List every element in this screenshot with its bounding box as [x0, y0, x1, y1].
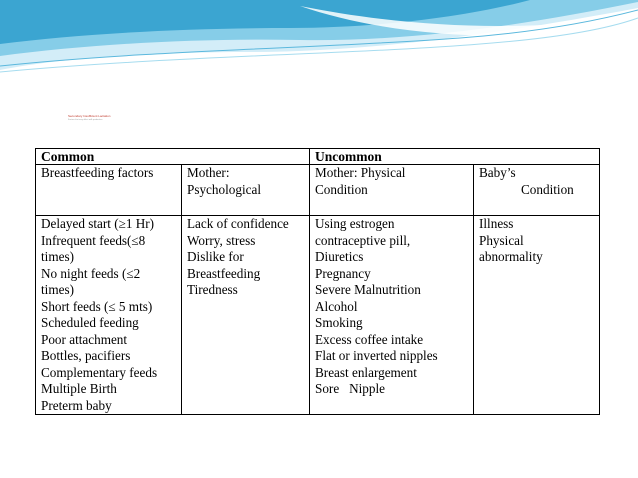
group-header-row	[36, 149, 600, 165]
factor-item: Dislike for	[187, 249, 244, 264]
factor-item: Tiredness	[187, 282, 238, 297]
factor-item: Pregnancy	[315, 265, 371, 281]
column-header-line: Psychological	[187, 181, 261, 197]
column-header-mother-physical	[310, 165, 474, 216]
factor-item: Illness	[479, 216, 514, 231]
factor-item: Alcohol	[315, 298, 358, 314]
column-header-line: Condition	[315, 181, 368, 197]
factor-item: Delayed start (≥1 Hr)	[41, 216, 155, 231]
factor-item: Sore Nipple	[315, 381, 385, 396]
factor-item: Complementary feeds	[41, 364, 158, 380]
cell-baby-condition	[474, 216, 600, 415]
factor-item: Breast enlargement	[315, 364, 417, 380]
column-header-line: Baby’s	[479, 165, 516, 180]
column-header-breastfeeding	[36, 165, 182, 216]
factors-body-row	[36, 216, 600, 415]
factor-item: times)	[41, 249, 74, 264]
slide-subtitle-text: Factors that may affect milk production	[68, 119, 103, 121]
factor-item: Short feeds (≤ 5 mts)	[41, 298, 153, 314]
column-header-baby-condition	[474, 165, 600, 216]
factor-item: Severe Malnutrition	[315, 282, 421, 297]
header-uncommon: Uncommon	[310, 149, 600, 165]
factor-item: Diuretics	[315, 249, 364, 264]
column-header-line: Condition	[521, 181, 574, 197]
factor-item: Bottles, pacifiers	[41, 348, 131, 363]
factor-item: contraceptive pill,	[315, 232, 411, 248]
lactation-factors-table	[35, 148, 600, 415]
factor-item: Scheduled feeding	[41, 315, 139, 330]
factor-item: No night feeds (≤2	[41, 265, 141, 281]
slide-title	[68, 114, 110, 121]
factor-item: Flat or inverted nipples	[315, 348, 438, 363]
factor-item: Breastfeeding	[187, 265, 261, 281]
factor-item: Smoking	[315, 315, 363, 330]
factor-item: Using estrogen	[315, 216, 395, 231]
column-header-line: Mother: Physical	[315, 165, 406, 180]
slide-title-text: Secondary Insufficient Lactation	[68, 114, 111, 118]
factor-item: abnormality	[479, 249, 543, 264]
cell-mother-physical	[310, 216, 474, 415]
cell-breastfeeding-factors	[36, 216, 182, 415]
header-wave-decoration	[0, 0, 638, 90]
factor-item: Lack of confidence	[187, 216, 289, 231]
factor-item: Worry, stress	[187, 232, 256, 248]
factor-item: Preterm baby	[41, 397, 112, 413]
column-header-mother-psychological	[182, 165, 310, 216]
factor-item: Infrequent feeds(≤8	[41, 232, 146, 248]
cell-mother-psychological	[182, 216, 310, 415]
column-header-row	[36, 165, 600, 216]
factor-item: Excess coffee intake	[315, 331, 424, 347]
factor-item: Physical	[479, 232, 524, 248]
factor-item: Poor attachment	[41, 331, 128, 347]
factor-item: times)	[41, 282, 74, 297]
column-header-breastfeeding-label: Breastfeeding factors	[41, 165, 154, 180]
header-common: Common	[36, 149, 310, 165]
column-header-line: Mother:	[187, 165, 230, 180]
factor-item: Multiple Birth	[41, 381, 117, 396]
